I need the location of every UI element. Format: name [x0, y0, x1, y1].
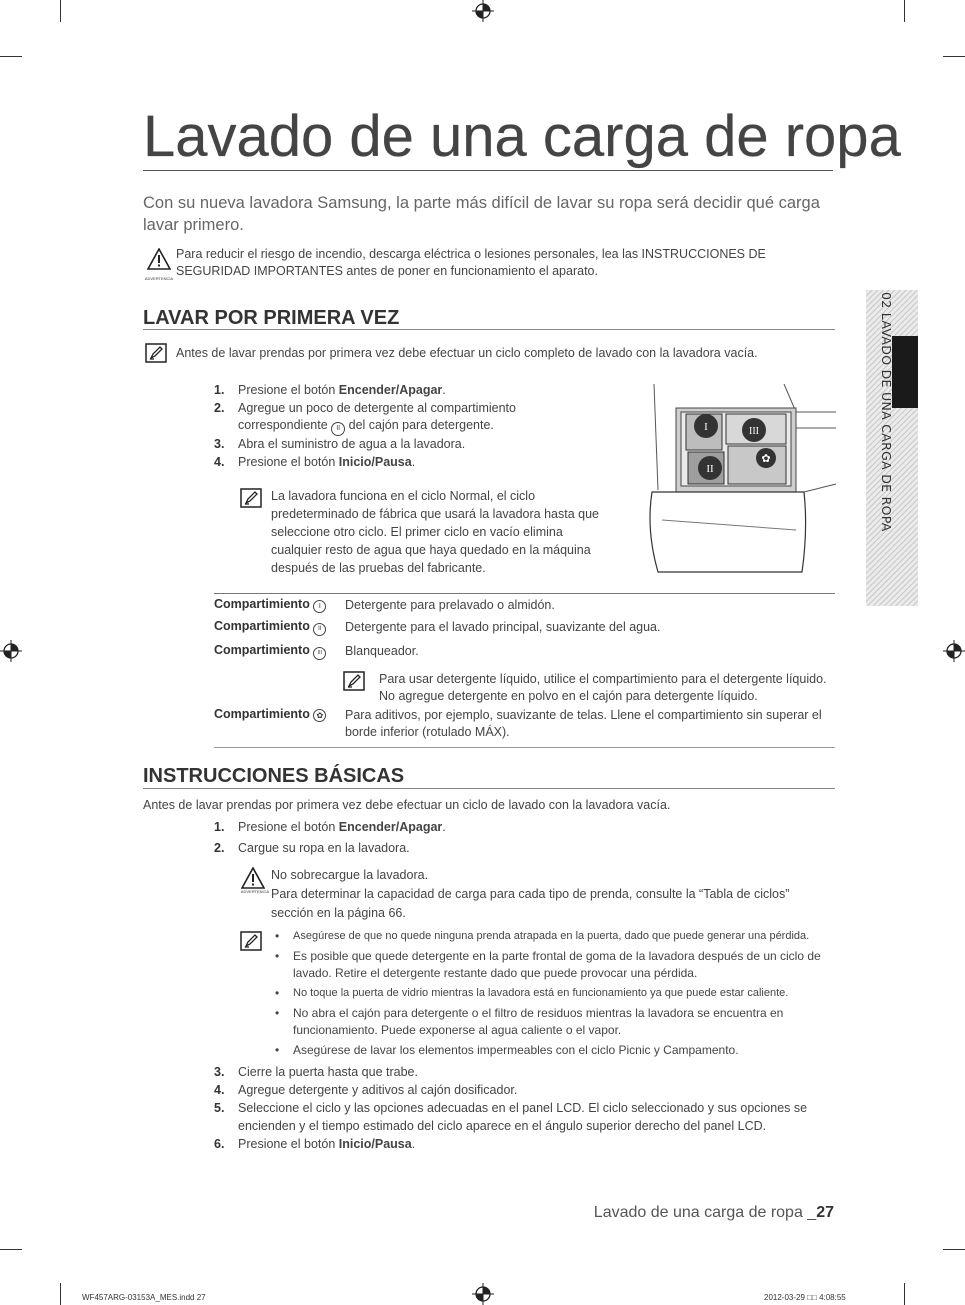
print-timestamp: 2012-03-29 □□ 4:08:55 [764, 1293, 846, 1302]
basic-steps-top [214, 819, 834, 857]
table-row [214, 665, 835, 703]
compartments-table [214, 593, 835, 748]
title-divider [143, 170, 833, 171]
overload-warning: No sobrecargue la lavadora. Para determinar la capacidad de carga para cada tipo de prenda, consulte la “Tabla de ciclos” sección en la página 66. [271, 868, 790, 920]
page-number: 27 [816, 1204, 834, 1221]
registration-mark-icon [0, 640, 22, 662]
step-item: 3. Cierre la puerta hasta que trabe. [214, 1065, 418, 1079]
step-item: 4. Presione el botón Inicio/Pausa. [214, 454, 416, 469]
list-item: • Asegúrese de que no quede ninguna prenda atrapada en la puerta, dado que puede generar una pérdida. [271, 928, 836, 945]
drawer-label-ii: II [706, 463, 714, 475]
crop-mark [60, 0, 61, 22]
step-item: 1. Presione el botón Encender/Apagar. [214, 383, 446, 397]
table-rule [214, 747, 835, 748]
crop-mark [60, 1283, 61, 1305]
note-pencil-icon [240, 488, 262, 508]
basic-intro: Antes de lavar prendas por primera vez debe efectuar un ciclo de lavado con la lavadora vacía. [143, 798, 671, 812]
first-wash-note: Antes de lavar prendas por primera vez debe efectuar un ciclo completo de lavado con la lavadora vacía. [176, 346, 758, 360]
normal-cycle-note: La lavadora funciona en el ciclo Normal, el ciclo predeterminado de fábrica que usará la lavadora hasta que seleccione otro ciclo. El primer ciclo en vacío elimina cualquier resto de agua que haya quedado en la máquina después de las pruebas del fabricante. [271, 489, 599, 575]
table-row: Compartimiento I Detergente para prelavado o almidón. [214, 597, 555, 612]
basic-steps-bottom [214, 1063, 834, 1153]
list-item: • Asegúrese de lavar los elementos impermeables con el ciclo Picnic y Campamento. [271, 1042, 836, 1059]
crop-mark [0, 56, 22, 57]
file-name: WF457ARG-03153A_MES.indd 27 [82, 1293, 206, 1302]
step-item: 4. Agregue detergente y aditivos al cajón dosificador. [214, 1083, 518, 1097]
note-pencil-icon [343, 671, 365, 691]
first-wash-steps [214, 382, 624, 471]
note-pencil-icon [240, 931, 262, 951]
table-row: Compartimiento II Detergente para el lavado principal, suavizante del agua. [214, 619, 661, 634]
registration-mark-icon [943, 640, 965, 662]
page-title: Lavado de una carga de ropa [143, 104, 901, 169]
detergent-drawer-illustration [636, 380, 841, 580]
softener-marker-icon: ✿ [313, 709, 326, 722]
compartment-i-marker-icon: I [313, 600, 326, 613]
list-item: • Es posible que quede detergente en la parte frontal de goma de la lavadora después de un ciclo de lavado. Retire el detergente restante dado que puede provocar una pérdida. [271, 948, 836, 982]
section-divider [143, 329, 835, 330]
step-item: 6. Presione el botón Inicio/Pausa. [214, 1137, 416, 1151]
crop-mark [904, 1283, 905, 1305]
drawer-label-i: I [704, 421, 708, 433]
safety-warning [143, 246, 833, 280]
crop-mark [943, 56, 965, 57]
warning-triangle-icon: ADVERTENCIA [237, 867, 273, 907]
step-item: 2. Cargue su ropa en la lavadora. [214, 840, 410, 855]
table-row: Compartimiento III Blanqueador. [214, 643, 419, 658]
crop-mark [943, 1249, 965, 1250]
precautions-list [271, 928, 836, 1059]
step-item: 3. Abra el suministro de agua a la lavadora. [214, 437, 466, 451]
warning-caption: ADVERTENCIA [144, 276, 174, 281]
drawer-label-iii: III [749, 426, 759, 437]
step-item: 1. Presione el botón Encender/Apagar. [214, 820, 446, 834]
page-intro: Con su nueva lavadora Samsung, la parte más difícil de lavar su ropa será decidir qué carga lavar primero. [143, 194, 820, 234]
compartment-iii-marker-icon: III [313, 647, 326, 660]
section-divider [143, 788, 835, 789]
drawer-label-softener: ✿ [761, 453, 771, 465]
compartment-ii-marker-icon: II [331, 422, 345, 436]
list-item: • No toque la puerta de vidrio mientras la lavadora está en funcionamiento ya que puede estar caliente. [271, 985, 836, 1002]
page-footer-title: Lavado de una carga de ropa _27 [593, 1204, 834, 1221]
list-item: • No abra el cajón para detergente o el filtro de residuos mientras la lavadora se encuentra en funcionamiento. Puede exponerse al agua caliente o el vapor. [271, 1005, 836, 1039]
note-pencil-icon [145, 343, 167, 363]
warning-text: Para reducir el riesgo de incendio, descarga eléctrica o lesiones personales, lea las INSTRUCCIONES DE SEGURIDAD IMPORTANTES antes de poner en funcionamiento el aparato. [176, 247, 766, 278]
step-item: 2. Agregue un poco de detergente al compartimiento correspondiente II del cajón para detergente. [214, 400, 624, 437]
registration-mark-icon [472, 0, 494, 22]
chapter-side-tab [866, 290, 918, 606]
table-rule [214, 593, 835, 594]
section-heading-first-wash: LAVAR POR PRIMERA VEZ [143, 307, 400, 329]
registration-mark-icon [472, 1283, 494, 1305]
warning-triangle-icon [143, 248, 175, 286]
crop-mark [904, 0, 905, 22]
crop-mark [0, 1249, 22, 1250]
section-heading-basic-instructions: INSTRUCCIONES BÁSICAS [143, 765, 405, 787]
step-item: 5. Seleccione el ciclo y las opciones adecuadas en el panel LCD. El ciclo seleccionado y sus opciones se encienden y el tiempo estimado del ciclo aparece en el ángulo superior derecho del panel LCD. [214, 1101, 808, 1133]
table-row: Compartimiento ✿ Para aditivos, por ejemplo, suavizante de telas. Llene el compartimiento sin superar el borde inferior (rotulado MÁX). [214, 707, 822, 739]
liquid-detergent-note: Para usar detergente líquido, utilice el compartimiento para el detergente líquido. No agregue detergente en polvo en el cajón para detergente líquido. [379, 672, 827, 703]
side-tab-label: 02 LAVADO DE UNA CARGA DE ROPA [879, 292, 894, 532]
compartment-ii-marker-icon: II [313, 623, 326, 636]
